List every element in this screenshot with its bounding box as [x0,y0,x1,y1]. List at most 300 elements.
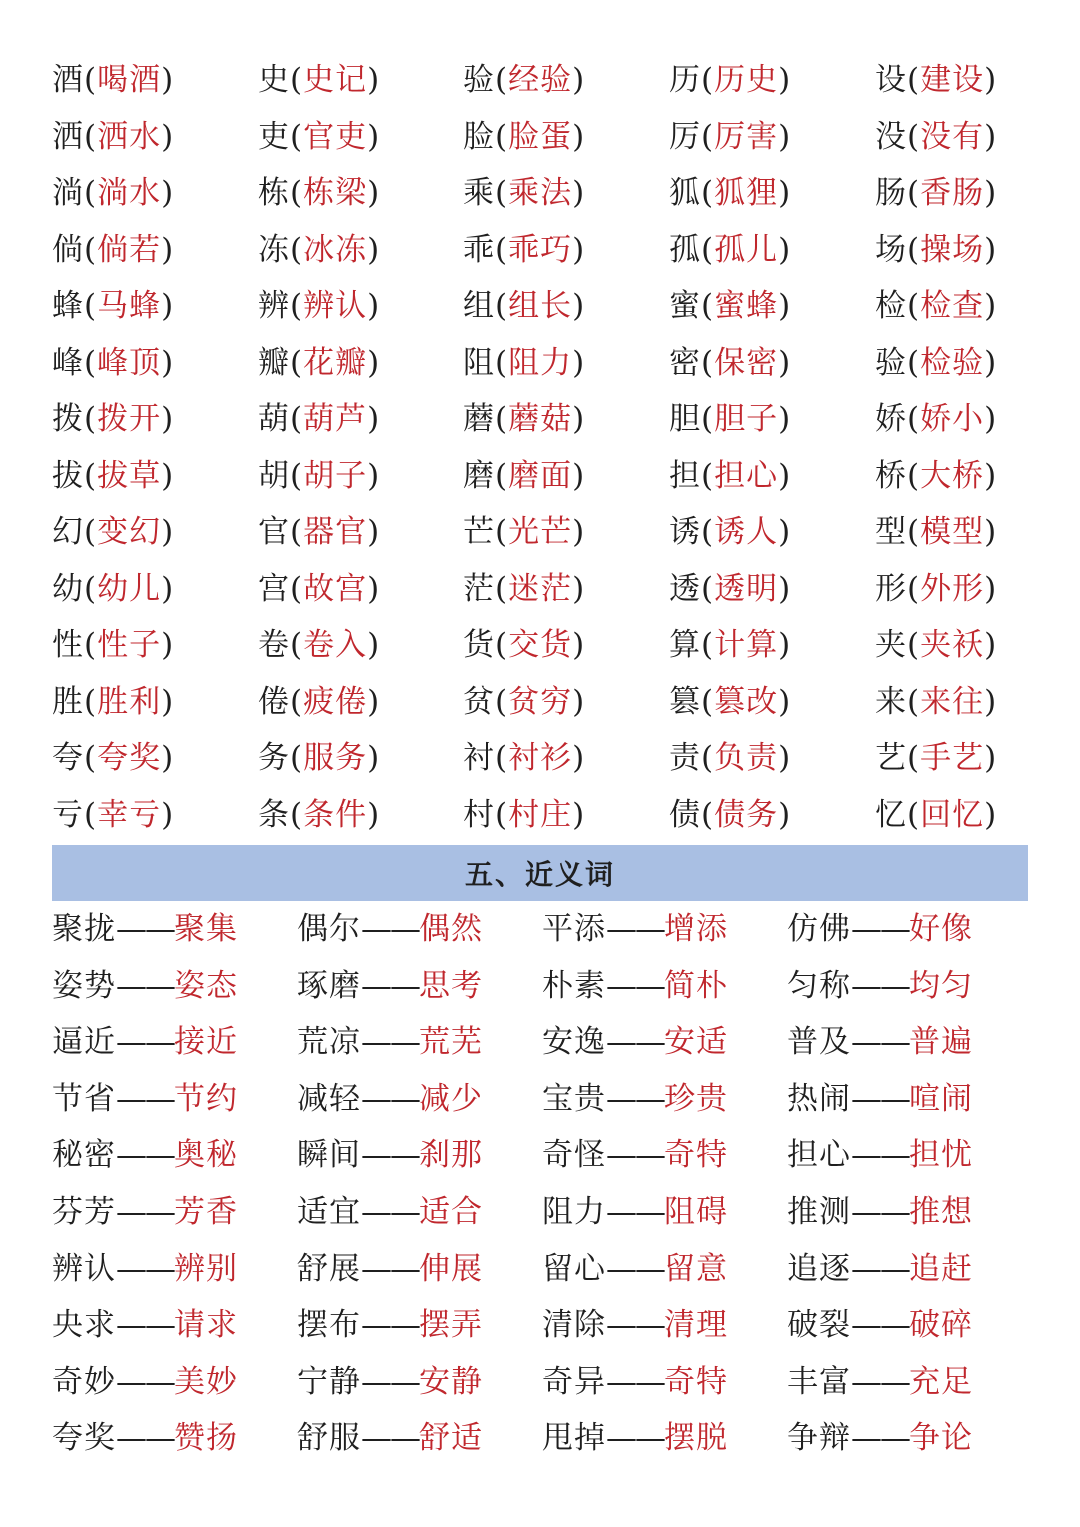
polyphone-entry [52,623,174,667]
entry-character: 宫 [258,570,290,607]
entry-character: 拔 [52,457,84,494]
entry-word: 史记 [303,62,368,98]
entry-character: 检 [875,288,907,324]
close-paren: ) [778,514,792,550]
synonym-word: 甩掉 [542,1420,606,1457]
open-paren: ( [495,231,509,268]
polyphone-entry [52,397,174,441]
polyphone-entry [875,454,997,498]
polyphone-entry [875,793,997,837]
synonym-word: 匀称 [787,967,851,1004]
close-paren: ) [984,570,998,607]
entry-character: 辨 [258,288,290,324]
close-paren: ) [984,683,998,720]
entry-character: 型 [875,514,907,550]
synonym-match: 节约 [174,1080,238,1117]
entry-word: 官吏 [303,118,368,155]
entry-character: 场 [875,231,907,268]
polyphone-entry [875,567,997,611]
synonym-match: 破碎 [909,1307,973,1344]
entry-character: 淌 [52,175,84,211]
entry-character: 贫 [463,683,495,720]
close-paren: ) [572,740,586,776]
polyphone-entry [52,115,174,159]
entry-word: 担心 [714,457,779,494]
entry-word: 胆子 [714,401,779,437]
close-paren: ) [367,344,381,381]
dash-separator: —— [361,1420,419,1457]
synonym-match: 减少 [419,1080,483,1117]
polyphone-entry [875,115,997,159]
entry-word: 乖巧 [508,231,573,268]
synonym-match: 摆弄 [419,1307,483,1344]
close-paren: ) [367,627,381,663]
synonym-pair [297,964,483,1008]
entry-character: 史 [258,62,290,98]
entry-word: 条件 [303,796,368,833]
synonym-match: 阻碍 [664,1194,728,1230]
entry-character: 葫 [258,401,290,437]
polyphone-entry [258,397,380,441]
close-paren: ) [161,683,175,720]
open-paren: ( [907,118,921,155]
entry-character: 磨 [463,457,495,494]
dash-separator: —— [361,1307,419,1344]
synonym-word: 宝贵 [542,1080,606,1117]
open-paren: ( [84,514,98,550]
polyphone-entry [669,567,791,611]
close-paren: ) [572,457,586,494]
close-paren: ) [367,683,381,720]
polyphone-entry [52,284,174,328]
synonym-word: 奇妙 [52,1363,116,1400]
dash-separator: —— [116,1250,174,1287]
open-paren: ( [495,796,509,833]
dash-separator: —— [606,1024,664,1061]
open-paren: ( [84,175,98,211]
synonym-match: 舒适 [419,1420,483,1457]
open-paren: ( [701,175,715,211]
open-paren: ( [495,514,509,550]
polyphone-entry [463,736,585,780]
entry-word: 外形 [920,570,985,607]
synonym-pair [52,1020,238,1064]
close-paren: ) [367,514,381,550]
synonym-word: 舒服 [297,1420,361,1457]
polyphone-entry [258,171,380,215]
synonym-word: 荒凉 [297,1024,361,1061]
entry-character: 篡 [669,683,701,720]
open-paren: ( [84,570,98,607]
open-paren: ( [84,457,98,494]
open-paren: ( [701,288,715,324]
synonym-word: 平添 [542,911,606,947]
entry-character: 瓣 [258,344,290,381]
synonym-word: 留心 [542,1250,606,1287]
polyphone-entry [463,341,585,385]
polyphone-entry [875,736,997,780]
synonym-pair [542,964,728,1008]
open-paren: ( [290,740,304,776]
polyphone-entry [463,454,585,498]
close-paren: ) [161,344,175,381]
entry-word: 倘若 [97,231,162,268]
synonym-word: 瞬间 [297,1137,361,1174]
close-paren: ) [778,344,792,381]
dash-separator: —— [116,911,174,947]
open-paren: ( [290,62,304,98]
synonym-word: 减轻 [297,1080,361,1117]
entry-character: 亏 [52,796,84,833]
entry-character: 务 [258,740,290,776]
open-paren: ( [495,401,509,437]
dash-separator: —— [851,1420,909,1457]
entry-character: 娇 [875,401,907,437]
close-paren: ) [367,796,381,833]
synonym-word: 阻力 [542,1194,606,1230]
polyphone-entry [875,58,997,102]
close-paren: ) [572,175,586,211]
close-paren: ) [778,683,792,720]
close-paren: ) [572,514,586,550]
open-paren: ( [701,457,715,494]
polyphone-entry [258,680,380,724]
synonym-match: 辨别 [174,1250,238,1287]
polyphone-entry [258,793,380,837]
entry-character: 阻 [463,344,495,381]
entry-word: 花瓣 [303,344,368,381]
dash-separator: —— [851,1080,909,1117]
entry-character: 狐 [669,175,701,211]
entry-character: 衬 [463,740,495,776]
synonym-match: 留意 [664,1250,728,1287]
entry-character: 责 [669,740,701,776]
entry-word: 建设 [920,62,985,98]
entry-word: 保密 [714,344,779,381]
synonym-pair [787,1416,973,1460]
synonym-pair [787,1020,973,1064]
close-paren: ) [984,401,998,437]
open-paren: ( [907,231,921,268]
open-paren: ( [907,796,921,833]
close-paren: ) [778,231,792,268]
synonym-match: 摆脱 [664,1420,728,1457]
open-paren: ( [701,740,715,776]
synonym-match: 荒芜 [419,1024,483,1061]
entry-word: 故宫 [303,570,368,607]
close-paren: ) [161,288,175,324]
open-paren: ( [84,62,98,98]
synonym-match: 美妙 [174,1363,238,1400]
synonym-word: 秘密 [52,1137,116,1174]
close-paren: ) [572,401,586,437]
entry-character: 形 [875,570,907,607]
dash-separator: —— [361,1080,419,1117]
open-paren: ( [290,118,304,155]
dash-separator: —— [361,967,419,1004]
dash-separator: —— [361,1194,419,1230]
open-paren: ( [907,570,921,607]
synonym-match: 普遍 [909,1024,973,1061]
polyphone-entry [463,171,585,215]
close-paren: ) [367,740,381,776]
polyphone-entry [669,397,791,441]
polyphone-entry [875,623,997,667]
synonym-match: 简朴 [664,967,728,1004]
close-paren: ) [161,514,175,550]
open-paren: ( [84,118,98,155]
entry-word: 篡改 [714,683,779,720]
entry-character: 胆 [669,401,701,437]
entry-character: 吏 [258,118,290,155]
dash-separator: —— [361,911,419,947]
close-paren: ) [984,344,998,381]
entry-character: 厉 [669,118,701,155]
entry-character: 条 [258,796,290,833]
synonym-match: 聚集 [174,911,238,947]
open-paren: ( [907,627,921,663]
close-paren: ) [572,796,586,833]
synonym-pair [787,907,973,951]
entry-word: 夸奖 [97,740,162,776]
entry-word: 幸亏 [97,796,162,833]
entry-word: 狐狸 [714,175,779,211]
entry-word: 组长 [508,288,573,324]
entry-character: 货 [463,627,495,663]
synonym-word: 适宜 [297,1194,361,1230]
entry-word: 模型 [920,514,985,550]
entry-word: 脸蛋 [508,118,573,155]
synonym-word: 舒展 [297,1250,361,1287]
synonym-pair [297,1077,483,1121]
synonym-match: 担忧 [909,1137,973,1174]
dash-separator: —— [116,1194,174,1230]
synonym-pair [542,1190,728,1234]
entry-word: 栋梁 [303,175,368,211]
synonym-pair [297,1360,483,1404]
polyphone-entry [52,171,174,215]
entry-word: 娇小 [920,401,985,437]
synonym-word: 追逐 [787,1250,851,1287]
polyphone-entry [463,284,585,328]
dash-separator: —— [851,967,909,1004]
polyphone-entry [258,454,380,498]
dash-separator: —— [116,1307,174,1344]
dash-separator: —— [851,1307,909,1344]
synonym-word: 摆布 [297,1307,361,1344]
synonym-pair [542,1020,728,1064]
synonym-match: 刹那 [419,1137,483,1174]
close-paren: ) [572,288,586,324]
polyphone-entry [52,58,174,102]
polyphone-entry [258,510,380,554]
synonym-pair [787,1303,973,1347]
entry-character: 密 [669,344,701,381]
close-paren: ) [572,627,586,663]
synonym-match: 清理 [664,1307,728,1344]
entry-word: 蘑菇 [508,401,573,437]
open-paren: ( [495,175,509,211]
synonym-pair [542,1077,728,1121]
synonym-match: 安静 [419,1363,483,1400]
open-paren: ( [701,231,715,268]
dash-separator: —— [606,1137,664,1174]
polyphone-entry [669,680,791,724]
open-paren: ( [84,288,98,324]
entry-character: 蜂 [52,288,84,324]
close-paren: ) [778,401,792,437]
close-paren: ) [984,457,998,494]
synonym-pair [297,907,483,951]
close-paren: ) [984,627,998,663]
synonym-match: 推想 [909,1194,973,1230]
open-paren: ( [701,570,715,607]
entry-word: 光芒 [508,514,573,550]
entry-word: 手艺 [920,740,985,776]
synonym-pair [297,1303,483,1347]
polyphone-entry [463,680,585,724]
close-paren: ) [572,118,586,155]
polyphone-entry [463,623,585,667]
polyphone-entry [875,341,997,385]
polyphone-entry [669,228,791,272]
entry-character: 酒 [52,62,84,98]
entry-word: 疲倦 [303,683,368,720]
synonym-pair [542,907,728,951]
synonym-match: 请求 [174,1307,238,1344]
synonym-match: 安适 [664,1024,728,1061]
dash-separator: —— [851,1250,909,1287]
dash-separator: —— [116,1137,174,1174]
synonym-pair [297,1020,483,1064]
synonym-word: 清除 [542,1307,606,1344]
synonym-match: 珍贵 [664,1080,728,1117]
open-paren: ( [907,514,921,550]
polyphone-entry [463,228,585,272]
close-paren: ) [984,175,998,211]
synonym-word: 仿佛 [787,911,851,947]
entry-word: 辨认 [303,288,368,324]
entry-character: 幼 [52,570,84,607]
close-paren: ) [778,740,792,776]
close-paren: ) [778,570,792,607]
entry-character: 胜 [52,683,84,720]
close-paren: ) [161,457,175,494]
polyphone-entry [875,284,997,328]
open-paren: ( [290,514,304,550]
dash-separator: —— [606,1307,664,1344]
entry-character: 夹 [875,627,907,663]
entry-character: 幻 [52,514,84,550]
polyphone-entry [669,454,791,498]
synonym-pair [787,1360,973,1404]
entry-word: 村庄 [508,796,573,833]
entry-word: 没有 [920,118,985,155]
synonym-pair [297,1133,483,1177]
open-paren: ( [495,740,509,776]
entry-character: 胡 [258,457,290,494]
entry-word: 洒水 [97,118,162,155]
synonym-pair [52,964,238,1008]
close-paren: ) [572,62,586,98]
polyphone-entry [258,284,380,328]
synonym-match: 奇特 [664,1137,728,1174]
entry-character: 官 [258,514,290,550]
open-paren: ( [290,570,304,607]
open-paren: ( [701,344,715,381]
synonym-word: 琢磨 [297,967,361,1004]
polyphone-entry [669,510,791,554]
synonym-match: 偶然 [419,911,483,947]
open-paren: ( [84,740,98,776]
entry-word: 检验 [920,344,985,381]
entry-word: 幼儿 [97,570,162,607]
polyphone-entry [669,115,791,159]
entry-word: 变幻 [97,514,162,550]
polyphone-entry [463,567,585,611]
close-paren: ) [161,570,175,607]
synonym-pair [787,1133,973,1177]
polyphone-entry [52,680,174,724]
entry-character: 验 [463,62,495,98]
open-paren: ( [290,344,304,381]
close-paren: ) [984,118,998,155]
polyphone-entry [669,793,791,837]
synonym-pair [787,964,973,1008]
synonym-pair [52,1416,238,1460]
close-paren: ) [367,62,381,98]
dash-separator: —— [116,1363,174,1400]
polyphone-entry [875,510,997,554]
synonym-word: 朴素 [542,967,606,1004]
entry-word: 峰顶 [97,344,162,381]
entry-word: 马蜂 [97,288,162,324]
entry-word: 胡子 [303,457,368,494]
open-paren: ( [907,683,921,720]
entry-character: 算 [669,627,701,663]
polyphone-entry [258,736,380,780]
synonym-pair [297,1416,483,1460]
open-paren: ( [495,570,509,607]
close-paren: ) [984,514,998,550]
close-paren: ) [367,288,381,324]
entry-word: 债务 [714,796,779,833]
open-paren: ( [907,288,921,324]
entry-word: 检查 [920,288,985,324]
open-paren: ( [495,627,509,663]
synonym-word: 逼近 [52,1024,116,1061]
synonym-match: 追赶 [909,1250,973,1287]
polyphone-entry [52,793,174,837]
entry-word: 经验 [508,62,573,98]
entry-character: 脸 [463,118,495,155]
open-paren: ( [495,288,509,324]
synonym-match: 增添 [664,911,728,947]
polyphone-entry [258,228,380,272]
dash-separator: —— [361,1137,419,1174]
polyphone-entry [258,341,380,385]
polyphone-entry [258,58,380,102]
synonym-match: 均匀 [909,967,973,1004]
open-paren: ( [290,288,304,324]
dash-separator: —— [361,1024,419,1061]
entry-word: 器官 [303,514,368,550]
entry-word: 负责 [714,740,779,776]
dash-separator: —— [606,1194,664,1230]
polyphone-entry [258,567,380,611]
entry-character: 蜜 [669,288,701,324]
open-paren: ( [290,627,304,663]
